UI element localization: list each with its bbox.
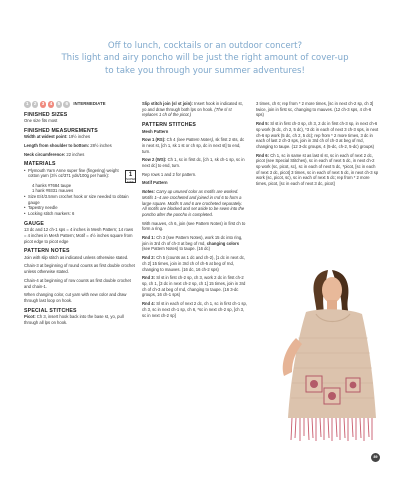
level-circle-2: 2	[32, 101, 39, 108]
materials-yarn: • Plymouth Yarn Anne super fine (fingering) weight cotton yarn (3½ oz/371 yds/100g per hank): 1 SUPER FINE 4 hanks #7684 taupe 1 hank #9331 mauves	[24, 168, 136, 194]
pattern-stitches-heading: PATTERN STITCHES	[142, 122, 197, 129]
yarn-weight-badge-icon: 1 SUPER FINE	[126, 171, 137, 185]
motif-rnd-2: Rnd 2: Ch 5 (counts as 1 dc and ch-2), [1 dc in next dc, ch 2] 15 times, join in 3rd ch of ch-5 at beg of rnd, changing to mauves. (16 dc, 16 ch-2 sps)	[142, 255, 246, 272]
intro-line-1: Off to lunch, cocktails or an outdoor concert?	[107, 41, 303, 51]
pattern-note-1: Join with slip stitch as indicated unless otherwise stated.	[24, 254, 129, 260]
materials-markers: • Locking stitch markers: 6	[24, 211, 136, 217]
column-1	[24, 101, 136, 329]
sl-st-join-text: Slip stitch join (sl st join): Insert hook in indicated st, yo and draw through both lps on hook. (The sl st replaces 1 ch of the picot.)	[142, 101, 243, 118]
motif-rnd-5: Rnd 5: Sl st in first ch-3 sp, ch 3, 2 dc in first ch-3 sp, in next ch-6 sp work (5 dc, ch 2, 5 dc), *3 dc in each of next 3 ch-3 sps, in next ch-6 sp work (5 dc, ch 2, 5 dc); rep from * 2 more times, 3 dc in each of last 2 ch-3 sps, join in 3rd ch of ch-3 at beg of rnd, changing to taupe. (12 3-dc groups, 4 (5-dc, ch-2, 5-dc) groups)	[256, 121, 379, 149]
level-circle-3: 3	[40, 101, 47, 108]
motif-rnd-4: Rnd 4: Sl st in each of next 2 dc, ch 1, sc in first ch-1 sp, ch 3, sc in next ch-1 sp, ch 6, *sc in next ch-2 sp, [ch 3, sc in next ch-2 sp]	[142, 301, 247, 318]
pattern-note-4: When changing color, cut yarn with new color and draw through last loop on hook.	[24, 292, 127, 303]
poncho-photo	[258, 268, 380, 443]
motif-pattern-heading: Motif Pattern	[142, 180, 168, 186]
mesh-pattern-heading: Mesh Pattern	[142, 128, 169, 134]
materials-hook: • Size E/4/3.5mm crochet hook or size needed to obtain gauge	[24, 194, 136, 205]
intro-text	[40, 40, 370, 77]
measurements-heading: FINISHED MEASUREMENTS	[24, 127, 98, 134]
motif-rnd-6: Rnd 6: Ch 1, sc in same st as last sl st, sc in each of next 2 dc, picot (see Special Stitches), sc in each of next 5 dc, in next ch-2 sp work (sc, picot, sc), sc in each of next 5 dc, *picot, [sc in each of next 3 dc, picot] 3 times, sc in each of next 5 dc, in next ch-3 sp work (sc, picot, sc), sc in each of next 5 dc; rep from * 2 more times, picot, [sc in each of next 3 dc, picot]	[256, 152, 379, 187]
mesh-row-1: Row 1 (RS): Ch 4 (see Pattern Notes), sk first 2 sts, dc in next st, [ch 1, sk 1 st or ch sp, dc in next st] to end, turn.	[142, 137, 245, 154]
level-circle-1: 1	[24, 101, 31, 108]
gauge-heading: GAUGE	[24, 220, 45, 227]
motif-rnd-1: Rnd 1: Ch 3 (see Pattern Notes), work 15 dc into ring, join in 3rd ch of ch-3 at beg of rnd, changing colors (see Pattern Notes) to taupe. (16 dc)	[142, 235, 243, 252]
materials-list	[24, 168, 136, 217]
pattern-notes-heading: PATTERN NOTES	[24, 248, 70, 255]
materials-needle: • Tapestry needle	[24, 205, 136, 211]
column-2	[142, 101, 247, 321]
length-line: Length from shoulder to bottom: 28½ inches	[24, 142, 112, 148]
materials-heading: MATERIALS	[24, 161, 56, 168]
motif-rnd-4-continued: 3 times, ch 6; rep from * 2 more times, [sc in next ch-2 sp, ch 3] twice, join in first sc, changing to mauves. (12 ch-3 sps, 4 ch-6 sps)	[256, 101, 374, 118]
intro-line-2: This light and airy poncho will be just the right amount of cover-up	[61, 53, 349, 64]
poncho-illustration	[258, 268, 380, 443]
neck-line: Neck circumference: 22 inches	[24, 151, 85, 157]
level-circle-4: 4	[48, 101, 55, 108]
page-number: 89	[371, 453, 380, 462]
finished-sizes-text: One size fits most	[24, 118, 58, 123]
special-stitches-heading: SPECIAL STITCHES	[24, 307, 77, 314]
gauge-text: 13 dc and 12 ch-1 sps = 4 inches in Mesh Pattern; 14 rows = 4 inches in Mesh Pattern; Motif = 4½ inches square from picot edge to picot edge	[24, 227, 134, 244]
pattern-note-3: Chain-4 at beginning of row counts as first double crochet and chain-1.	[24, 277, 131, 289]
motif-rnd-3: Rnd 3: Sl st in first ch-2 sp, ch 3, work 2 dc in first ch-2 sp, ch 1, [3 dc in next ch-2 sp, ch 1] 15 times, join in 3rd ch of ch-3 at beg of rnd, changing to taupe. (16 3-dc groups, 16 ch-1 sps)	[142, 275, 246, 298]
width-line: Width at widest point: 19½ inches	[24, 134, 91, 140]
level-label: INTERMEDIATE	[73, 101, 106, 107]
column-3	[256, 101, 379, 190]
picot-text: Picot: Ch 3, insert hook back into the base st, yo, pull through all lps on hook.	[24, 314, 124, 325]
motif-start: With mauves, ch 6, join (see Pattern Notes) in first ch to form a ring.	[142, 220, 246, 232]
skill-level	[24, 101, 136, 108]
pattern-note-2: Chain-3 at beginning of round counts as first double crochet unless otherwise stated.	[24, 263, 135, 275]
level-circle-5: 5	[56, 101, 63, 108]
finished-sizes-heading: FINISHED SIZES	[24, 111, 68, 118]
mesh-repeat: Rep rows 1 and 2 for pattern.	[142, 171, 197, 177]
level-circle-6: 6	[63, 101, 70, 108]
intro-line-3: to take you through your summer adventures!	[105, 65, 305, 76]
motif-notes: Notes: Carry up unused color as motifs are worked. Motifs 1–4 are crocheted and joined in rnd 6 to form a large square. Motifs 5 and 6 are crocheted separately. All motifs are blocked and set aside to be sewn into the poncho after the poncho is completed.	[142, 189, 245, 217]
mesh-row-2: Row 2 (WS): Ch 1, sc in first dc, [ch 1, sk ch-1 sp, sc in next dc] to end, turn.	[142, 157, 245, 169]
